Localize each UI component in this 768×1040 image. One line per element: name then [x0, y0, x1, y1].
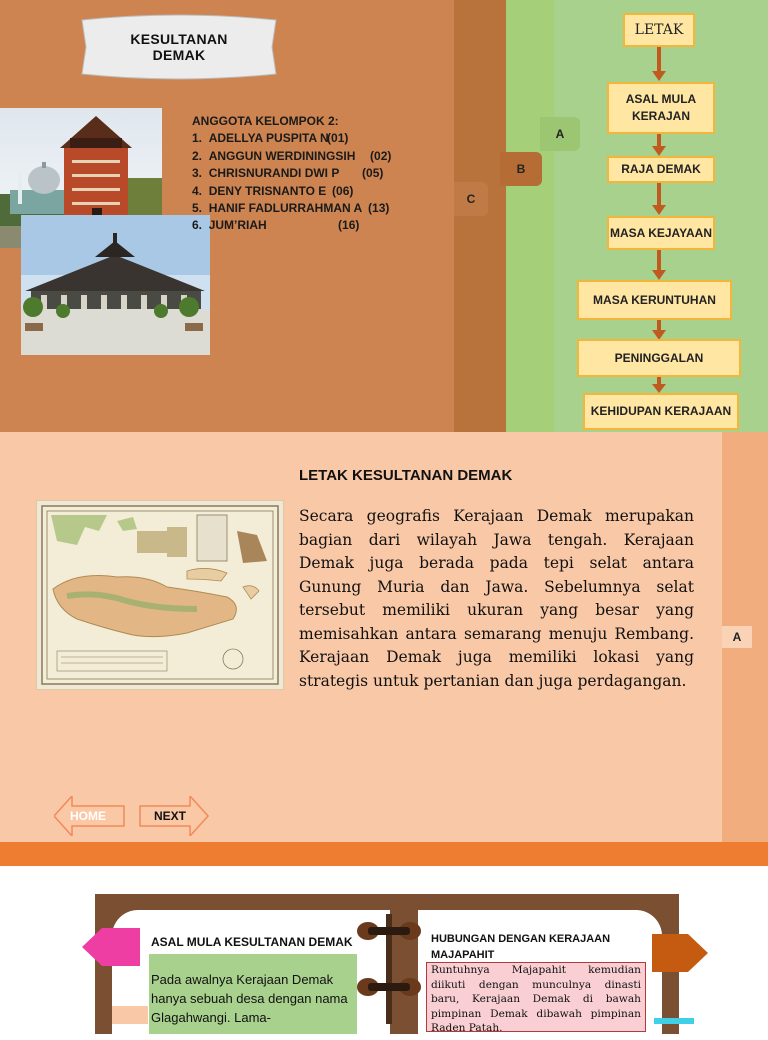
member-number: 5.: [192, 201, 203, 216]
flow-asal-button[interactable]: ASAL MULA KERAJAN: [607, 82, 715, 134]
java-map: [36, 500, 284, 690]
member-code: (05): [362, 166, 384, 181]
flow-arrow: [657, 250, 661, 270]
member-name: ADELLYA PUSPITA N: [208, 131, 329, 146]
flow-arrow: [657, 183, 661, 205]
arrow-head-icon: [652, 384, 666, 393]
arrow-head-icon: [652, 146, 666, 156]
member-code: (13): [368, 201, 390, 216]
tab-c[interactable]: C: [454, 182, 488, 216]
next-button[interactable]: [138, 796, 210, 836]
member-code: (16): [338, 218, 360, 233]
member-name: HANIF FADLURRAHMAN A: [208, 201, 363, 216]
member-number: 6.: [192, 218, 203, 233]
flow-keruntuhan-button[interactable]: MASA KERUNTUHAN: [577, 280, 732, 320]
binder-ring-icon: [356, 914, 422, 1024]
right-page-text: Runtuhnya Majapahit kemudian diikuti dengan munculnya dinasti baru, Kerajaan Demak di bawah pimpinan Demak dibawah pimpinan Raden Patah.: [431, 964, 641, 1034]
tab-strip-a: [506, 0, 554, 432]
member-name: DENY TRISNANTO E: [208, 183, 327, 198]
member-row: [192, 217, 391, 234]
member-code: (02): [370, 148, 392, 163]
left-page-title: ASAL MULA KESULTANAN DEMAK: [151, 935, 353, 949]
title-line-1: KESULTANAN: [130, 31, 228, 47]
arrow-head-icon: [652, 270, 666, 280]
member-row: [192, 130, 391, 147]
map-illustration: [37, 501, 283, 689]
flow-letak-button[interactable]: LETAK: [623, 13, 695, 47]
flow-peninggalan-button[interactable]: PENINGGALAN: [577, 339, 741, 377]
home-label: HOME: [70, 809, 106, 823]
section-body: Secara geografis Kerajaan Demak merupakan bagian dari wilayah Jawa tengah. Kerajaan Demak juga berada pada tepi selat antara Gunung Muria dan Jawa. Sebelumnya selat tersebut memiliki ukuran yang besar yang memisahkan antara semarang menuju Rembang. Kerajaan Demak juga memiliki lokasi yang strategis untuk pertanian dan juga perdagangan.: [299, 507, 694, 690]
member-row: [192, 183, 391, 200]
tab-a[interactable]: A: [722, 626, 752, 648]
next-label: NEXT: [154, 809, 187, 823]
page-corner-tab: [112, 1006, 148, 1024]
page-title: [80, 31, 278, 63]
member-list-heading: ANGGOTA KELOMPOK 2:: [192, 114, 339, 128]
member-name: CHRISNURANDI DWI P: [208, 166, 340, 181]
cyan-tab[interactable]: [654, 1018, 694, 1024]
member-name: JUM’RIAH: [208, 218, 267, 233]
home-button[interactable]: [54, 796, 126, 836]
member-row: [192, 148, 391, 165]
slide-divider-bar: [0, 842, 768, 866]
member-list: [192, 113, 391, 235]
member-number: 3.: [192, 166, 203, 181]
member-number: 1.: [192, 131, 203, 146]
arrow-head-icon: [652, 205, 666, 215]
tab-arrow-icon[interactable]: [652, 934, 708, 972]
member-code: (06): [332, 183, 354, 198]
arrow-head-icon: [652, 71, 666, 81]
member-number: 2.: [192, 148, 203, 163]
section-title: LETAK KESULTANAN DEMAK: [299, 467, 513, 484]
title-line-2: DEMAK: [152, 47, 206, 63]
member-number: 4.: [192, 183, 203, 198]
tab-strip-c: [454, 0, 506, 432]
member-name: ANGGUN WERDININGSIH: [208, 148, 356, 163]
flow-raja-button[interactable]: RAJA DEMAK: [607, 156, 715, 183]
flow-masa-kejayaan-button[interactable]: MASA KEJAYAAN: [607, 216, 715, 250]
tab-a[interactable]: A: [540, 117, 580, 151]
member-row: [192, 200, 391, 217]
tab-arrow-icon[interactable]: [82, 928, 140, 966]
flow-kehidupan-button[interactable]: KEHIDUPAN KERAJAAN: [583, 393, 739, 430]
member-row: [192, 165, 391, 182]
member-code: (01): [327, 131, 349, 146]
mosque-photo: [21, 215, 210, 355]
right-page-title: HUBUNGAN DENGAN KERAJAAN MAJAPAHIT: [431, 933, 611, 961]
tab-b[interactable]: B: [500, 152, 542, 186]
left-page-text: Pada awalnya Kerajaan Demak hanya sebuah desa dengan nama Glagahwangi. Lama-: [151, 972, 348, 1025]
